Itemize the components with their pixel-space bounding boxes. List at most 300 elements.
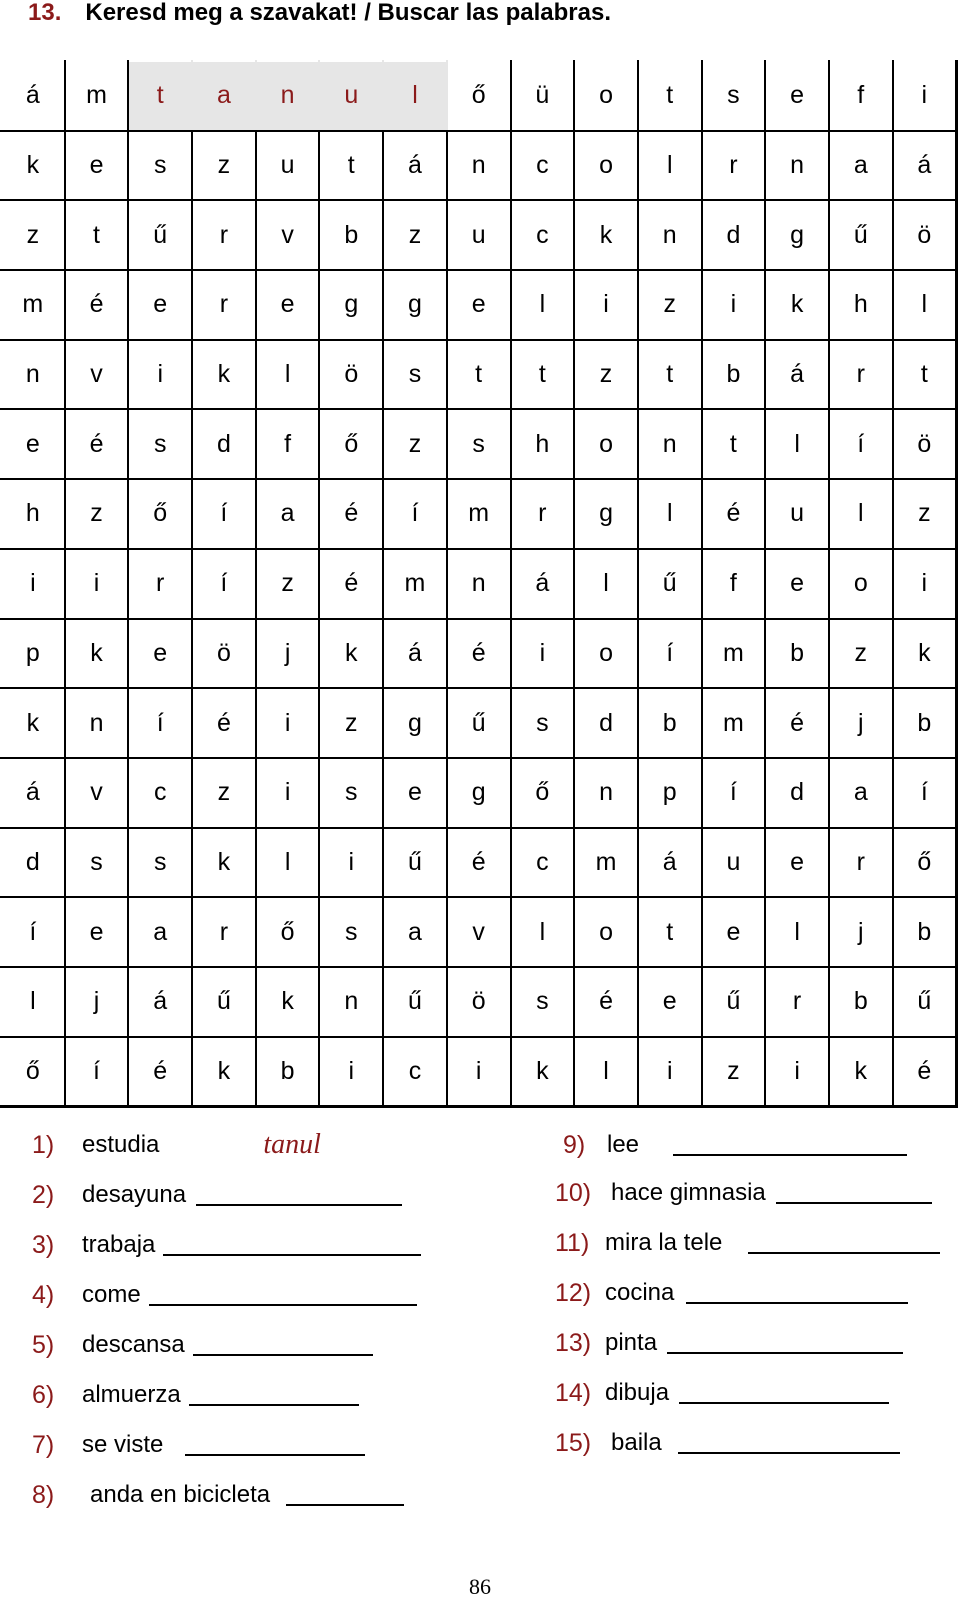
grid-cell[interactable]: ű xyxy=(829,200,893,270)
grid-cell[interactable]: e xyxy=(383,758,447,828)
grid-cell[interactable]: é xyxy=(702,479,766,549)
grid-cell[interactable]: z xyxy=(1,200,65,270)
grid-cell[interactable]: e xyxy=(256,270,320,340)
grid-cell[interactable]: k xyxy=(829,1037,893,1107)
grid-cell[interactable]: l xyxy=(765,897,829,967)
grid-row xyxy=(1,200,957,270)
grid-cell[interactable]: b xyxy=(893,897,957,967)
item-word: lee xyxy=(607,1131,640,1158)
grid-cell[interactable]: é xyxy=(319,549,383,619)
grid-row xyxy=(1,1037,957,1107)
grid-cell[interactable]: a xyxy=(829,131,893,201)
answer-blank[interactable] xyxy=(748,1230,940,1254)
grid-cell[interactable]: b xyxy=(702,340,766,410)
grid-cell[interactable]: k xyxy=(192,828,256,898)
grid-cell[interactable]: u xyxy=(447,200,511,270)
grid-cell[interactable]: i xyxy=(511,619,575,689)
grid-cell[interactable]: j xyxy=(829,688,893,758)
grid-cell[interactable]: d xyxy=(192,409,256,479)
grid-cell[interactable]: n xyxy=(638,409,702,479)
grid-cell[interactable]: é xyxy=(893,1037,957,1107)
grid-cell[interactable]: m xyxy=(383,549,447,619)
grid-cell[interactable]: t xyxy=(702,409,766,479)
grid-cell[interactable]: g xyxy=(319,270,383,340)
item-9 xyxy=(563,1124,907,1160)
grid-cell[interactable]: z xyxy=(638,270,702,340)
grid-cell[interactable]: z xyxy=(574,340,638,410)
grid-cell[interactable]: ö xyxy=(319,340,383,410)
grid-cell[interactable]: s xyxy=(383,340,447,410)
grid-cell[interactable]: k xyxy=(65,619,129,689)
grid-cell[interactable]: á xyxy=(383,619,447,689)
grid-cell[interactable]: t xyxy=(511,340,575,410)
item-number: 8) xyxy=(32,1481,55,1509)
grid-cell[interactable]: k xyxy=(574,200,638,270)
grid-cell[interactable]: m xyxy=(447,479,511,549)
grid-cell[interactable]: z xyxy=(383,409,447,479)
item-number: 1) xyxy=(32,1131,55,1159)
grid-cell[interactable]: í xyxy=(192,479,256,549)
grid-cell[interactable]: ő xyxy=(893,828,957,898)
grid-cell[interactable]: ö xyxy=(893,200,957,270)
grid-cell[interactable]: o xyxy=(574,897,638,967)
grid-cell[interactable]: ű xyxy=(702,967,766,1037)
grid-cell[interactable]: ű xyxy=(383,967,447,1037)
item-word: baila xyxy=(611,1429,662,1456)
grid-cell[interactable]: l xyxy=(574,1037,638,1107)
item-number: 10) xyxy=(555,1179,592,1207)
grid-cell[interactable]: k xyxy=(765,270,829,340)
grid-cell[interactable]: l xyxy=(638,479,702,549)
grid-cell[interactable]: i xyxy=(256,688,320,758)
grid-cell[interactable]: a xyxy=(128,897,192,967)
grid-cell[interactable]: z xyxy=(829,619,893,689)
grid-cell[interactable]: o xyxy=(574,409,638,479)
grid-cell[interactable]: ő xyxy=(319,409,383,479)
item-15 xyxy=(555,1422,900,1458)
grid-cell[interactable]: i xyxy=(765,1037,829,1107)
grid-cell[interactable]: t xyxy=(638,897,702,967)
grid-cell[interactable]: s xyxy=(128,409,192,479)
grid-cell[interactable]: i xyxy=(319,828,383,898)
grid-cell[interactable]: a xyxy=(383,897,447,967)
grid-cell[interactable]: o xyxy=(574,619,638,689)
grid-cell[interactable]: f xyxy=(829,61,893,131)
grid-cell[interactable]: d xyxy=(765,758,829,828)
grid-cell[interactable]: i xyxy=(128,340,192,410)
grid-cell[interactable]: í xyxy=(192,549,256,619)
grid-cell[interactable]: k xyxy=(893,619,957,689)
grid-cell-highlighted[interactable]: t xyxy=(128,61,192,131)
grid-cell[interactable]: p xyxy=(1,619,65,689)
item-number: 4) xyxy=(32,1281,55,1309)
grid-cell[interactable]: ő xyxy=(256,897,320,967)
grid-cell-highlighted[interactable]: a xyxy=(192,61,256,131)
grid-cell[interactable]: ű xyxy=(893,967,957,1037)
grid-row xyxy=(1,619,957,689)
grid-cell[interactable]: v xyxy=(65,340,129,410)
answer-blank[interactable] xyxy=(673,1132,907,1156)
grid-cell[interactable]: á xyxy=(638,828,702,898)
grid-cell[interactable]: b xyxy=(319,200,383,270)
grid-cell[interactable]: t xyxy=(319,131,383,201)
grid-cell[interactable]: z xyxy=(192,758,256,828)
grid-cell[interactable]: n xyxy=(574,758,638,828)
grid-cell[interactable]: k xyxy=(1,131,65,201)
grid-cell[interactable]: i xyxy=(65,549,129,619)
grid-cell[interactable]: h xyxy=(829,270,893,340)
answer-blank[interactable] xyxy=(686,1280,908,1304)
grid-cell[interactable]: á xyxy=(511,549,575,619)
grid-cell[interactable]: u xyxy=(702,828,766,898)
grid-cell[interactable]: i xyxy=(447,1037,511,1107)
item-12 xyxy=(555,1272,908,1308)
item-word: pinta xyxy=(605,1329,658,1356)
grid-cell[interactable]: é xyxy=(65,409,129,479)
grid-cell[interactable]: k xyxy=(192,1037,256,1107)
grid-cell[interactable]: i xyxy=(893,61,957,131)
grid-cell[interactable]: í xyxy=(829,409,893,479)
grid-row xyxy=(1,61,957,131)
grid-cell[interactable]: m xyxy=(702,619,766,689)
grid-cell[interactable]: r xyxy=(192,270,256,340)
answer-blank[interactable] xyxy=(679,1380,889,1404)
grid-cell[interactable]: z xyxy=(256,549,320,619)
grid-cell[interactable]: c xyxy=(383,1037,447,1107)
grid-cell[interactable]: r xyxy=(765,967,829,1037)
grid-cell[interactable]: c xyxy=(511,828,575,898)
grid-cell[interactable]: s xyxy=(319,897,383,967)
grid-cell[interactable]: r xyxy=(192,200,256,270)
grid-cell[interactable]: k xyxy=(256,967,320,1037)
grid-cell[interactable]: l xyxy=(511,270,575,340)
item-10 xyxy=(555,1172,932,1208)
grid-cell[interactable]: h xyxy=(511,409,575,479)
grid-cell[interactable]: v xyxy=(65,758,129,828)
item-3 xyxy=(32,1224,421,1260)
grid-cell[interactable]: j xyxy=(65,967,129,1037)
grid-cell-highlighted[interactable]: u xyxy=(319,61,383,131)
exercise-heading xyxy=(28,0,611,30)
grid-cell[interactable]: g xyxy=(574,479,638,549)
grid-cell[interactable]: é xyxy=(65,270,129,340)
grid-cell[interactable]: s xyxy=(65,828,129,898)
grid-cell[interactable]: é xyxy=(447,828,511,898)
grid-cell[interactable]: i xyxy=(1,549,65,619)
grid-row xyxy=(1,828,957,898)
exercise-number: 13. xyxy=(28,0,62,26)
exercise-title: Keresd meg a szavakat! / Buscar las palabras. xyxy=(85,0,611,26)
item-5 xyxy=(32,1324,373,1360)
grid-cell[interactable]: o xyxy=(574,61,638,131)
item-4 xyxy=(32,1274,417,1310)
grid-cell[interactable]: z xyxy=(383,200,447,270)
item-word: descansa xyxy=(82,1331,185,1358)
grid-cell[interactable]: k xyxy=(192,340,256,410)
grid-cell[interactable]: v xyxy=(256,200,320,270)
grid-cell[interactable]: r xyxy=(702,131,766,201)
grid-cell[interactable]: g xyxy=(383,688,447,758)
grid-cell[interactable]: e xyxy=(765,61,829,131)
grid-cell[interactable]: b xyxy=(638,688,702,758)
item-word: hace gimnasia xyxy=(611,1179,766,1206)
grid-cell[interactable]: s xyxy=(447,409,511,479)
grid-cell[interactable]: s xyxy=(128,131,192,201)
grid-cell[interactable]: z xyxy=(65,479,129,549)
grid-cell[interactable]: ű xyxy=(128,200,192,270)
grid-cell[interactable]: k xyxy=(1,688,65,758)
item-word: almuerza xyxy=(82,1381,181,1408)
grid-cell[interactable]: é xyxy=(765,688,829,758)
grid-cell[interactable]: n xyxy=(65,688,129,758)
answer-blank[interactable] xyxy=(196,1182,402,1206)
grid-cell[interactable]: á xyxy=(1,758,65,828)
grid-cell[interactable]: o xyxy=(574,131,638,201)
grid-cell[interactable]: á xyxy=(1,61,65,131)
answer-blank[interactable] xyxy=(667,1330,903,1354)
grid-cell[interactable]: r xyxy=(829,340,893,410)
grid-cell[interactable]: n xyxy=(319,967,383,1037)
answer-blank[interactable] xyxy=(189,1382,359,1406)
grid-cell[interactable]: c xyxy=(511,131,575,201)
grid-cell[interactable]: é xyxy=(128,1037,192,1107)
grid-cell[interactable]: á xyxy=(128,967,192,1037)
grid-cell[interactable]: z xyxy=(319,688,383,758)
grid-cell[interactable]: e xyxy=(702,897,766,967)
word-search-grid xyxy=(0,60,958,1108)
item-2 xyxy=(32,1174,402,1210)
item-answer[interactable]: tanul xyxy=(263,1129,321,1160)
item-number: 12) xyxy=(555,1279,592,1307)
grid-cell[interactable]: e xyxy=(65,897,129,967)
grid-cell[interactable]: ö xyxy=(893,409,957,479)
grid-cell[interactable]: n xyxy=(447,131,511,201)
grid-cell[interactable]: i xyxy=(319,1037,383,1107)
grid-cell[interactable]: k xyxy=(319,619,383,689)
grid-row xyxy=(1,479,957,549)
grid-cell[interactable]: í xyxy=(893,758,957,828)
grid-cell[interactable]: ö xyxy=(447,967,511,1037)
grid-cell[interactable]: k xyxy=(511,1037,575,1107)
grid-cell[interactable]: l xyxy=(1,967,65,1037)
grid-cell[interactable]: g xyxy=(383,270,447,340)
answer-blank[interactable] xyxy=(163,1232,421,1256)
grid-cell[interactable]: r xyxy=(511,479,575,549)
grid-cell[interactable]: u xyxy=(765,479,829,549)
grid-cell[interactable]: í xyxy=(65,1037,129,1107)
grid-cell[interactable]: i xyxy=(893,549,957,619)
grid-cell[interactable]: ö xyxy=(192,619,256,689)
grid-cell[interactable]: n xyxy=(638,200,702,270)
grid-cell[interactable]: r xyxy=(128,549,192,619)
grid-cell[interactable]: t xyxy=(638,61,702,131)
grid-cell[interactable]: a xyxy=(829,758,893,828)
item-8 xyxy=(32,1474,404,1510)
item-word: dibuja xyxy=(605,1379,670,1406)
grid-cell[interactable]: í xyxy=(128,688,192,758)
answer-blank[interactable] xyxy=(185,1432,365,1456)
item-word: desayuna xyxy=(82,1181,187,1208)
grid-cell[interactable]: p xyxy=(638,758,702,828)
grid-cell[interactable]: í xyxy=(702,758,766,828)
grid-cell[interactable]: m xyxy=(65,61,129,131)
grid-cell[interactable]: s xyxy=(702,61,766,131)
grid-cell[interactable]: ő xyxy=(1,1037,65,1107)
grid-cell[interactable]: e xyxy=(128,270,192,340)
grid-cell-highlighted[interactable]: l xyxy=(383,61,447,131)
grid-cell[interactable]: c xyxy=(128,758,192,828)
grid-cell[interactable]: e xyxy=(1,409,65,479)
grid-cell[interactable]: e xyxy=(638,967,702,1037)
item-number: 2) xyxy=(32,1181,55,1209)
grid-cell[interactable]: e xyxy=(128,619,192,689)
item-6 xyxy=(32,1374,359,1410)
grid-cell[interactable]: z xyxy=(893,479,957,549)
grid-cell[interactable]: ű xyxy=(383,828,447,898)
grid-row xyxy=(1,409,957,479)
grid-cell[interactable]: ő xyxy=(511,758,575,828)
grid-cell[interactable]: i xyxy=(702,270,766,340)
grid-cell[interactable]: d xyxy=(702,200,766,270)
grid-cell[interactable]: b xyxy=(893,688,957,758)
grid-row xyxy=(1,967,957,1037)
grid-cell[interactable]: f xyxy=(702,549,766,619)
answer-blank[interactable] xyxy=(776,1180,932,1204)
grid-cell[interactable]: e xyxy=(65,131,129,201)
grid-cell[interactable]: v xyxy=(447,897,511,967)
grid-cell[interactable]: ő xyxy=(447,61,511,131)
item-number: 9) xyxy=(563,1131,586,1159)
grid-cell[interactable]: s xyxy=(511,688,575,758)
item-word: se viste xyxy=(82,1431,164,1458)
grid-cell[interactable]: s xyxy=(511,967,575,1037)
item-word: trabaja xyxy=(82,1231,156,1258)
grid-cell[interactable]: e xyxy=(447,270,511,340)
grid-cell[interactable]: l xyxy=(511,897,575,967)
grid-cell[interactable]: e xyxy=(765,828,829,898)
grid-cell[interactable]: l xyxy=(893,270,957,340)
item-number: 5) xyxy=(32,1331,55,1359)
item-14 xyxy=(555,1372,889,1408)
grid-cell[interactable]: n xyxy=(1,340,65,410)
grid-cell[interactable]: l xyxy=(574,549,638,619)
grid-cell[interactable]: l xyxy=(765,409,829,479)
grid-cell[interactable]: g xyxy=(765,200,829,270)
grid-cell[interactable]: a xyxy=(256,479,320,549)
grid-cell[interactable]: j xyxy=(256,619,320,689)
answer-blank[interactable] xyxy=(678,1430,900,1454)
answer-blank[interactable] xyxy=(193,1332,373,1356)
grid-cell[interactable]: f xyxy=(256,409,320,479)
grid-cell[interactable]: é xyxy=(574,967,638,1037)
grid-cell[interactable]: t xyxy=(447,340,511,410)
grid-cell[interactable]: á xyxy=(893,131,957,201)
grid-cell[interactable]: ő xyxy=(128,479,192,549)
grid-cell[interactable]: j xyxy=(829,897,893,967)
page-number: 86 xyxy=(469,1574,491,1599)
item-word: mira la tele xyxy=(605,1229,723,1256)
grid-cell[interactable]: í xyxy=(638,619,702,689)
grid-cell[interactable]: á xyxy=(765,340,829,410)
grid-cell[interactable]: ű xyxy=(192,967,256,1037)
grid-cell[interactable]: r xyxy=(829,828,893,898)
grid-cell[interactable]: s xyxy=(319,758,383,828)
grid-cell[interactable]: l xyxy=(638,131,702,201)
grid-cell[interactable]: b xyxy=(256,1037,320,1107)
grid-cell-highlighted[interactable]: n xyxy=(256,61,320,131)
grid-cell[interactable]: l xyxy=(829,479,893,549)
item-7 xyxy=(32,1424,365,1460)
item-word: estudia xyxy=(82,1131,160,1158)
item-word: anda en bicicleta xyxy=(90,1481,271,1508)
item-11 xyxy=(555,1222,940,1258)
grid-row xyxy=(1,688,957,758)
item-word: cocina xyxy=(605,1279,675,1306)
grid-cell[interactable]: z xyxy=(192,131,256,201)
grid-cell[interactable]: c xyxy=(511,200,575,270)
grid-cell[interactable]: o xyxy=(829,549,893,619)
grid-row xyxy=(1,549,957,619)
grid-cell[interactable]: ü xyxy=(511,61,575,131)
item-word: come xyxy=(82,1281,141,1308)
item-number: 13) xyxy=(555,1329,592,1357)
grid-cell[interactable]: b xyxy=(829,967,893,1037)
grid-cell[interactable]: g xyxy=(447,758,511,828)
grid-cell[interactable]: e xyxy=(765,549,829,619)
grid-cell[interactable]: b xyxy=(765,619,829,689)
grid-cell[interactable]: m xyxy=(1,270,65,340)
grid-cell[interactable]: t xyxy=(65,200,129,270)
grid-cell[interactable]: é xyxy=(319,479,383,549)
grid-cell[interactable]: á xyxy=(383,131,447,201)
grid-cell[interactable]: r xyxy=(192,897,256,967)
grid-cell[interactable]: é xyxy=(447,619,511,689)
grid-row xyxy=(1,758,957,828)
grid-cell[interactable]: u xyxy=(256,131,320,201)
grid-cell[interactable]: ű xyxy=(638,549,702,619)
grid-cell[interactable]: é xyxy=(192,688,256,758)
grid-cell[interactable]: í xyxy=(1,897,65,967)
grid-cell[interactable]: l xyxy=(256,828,320,898)
item-number: 15) xyxy=(555,1429,592,1457)
grid-cell[interactable]: m xyxy=(702,688,766,758)
grid-cell[interactable]: ű xyxy=(447,688,511,758)
grid-cell[interactable]: d xyxy=(1,828,65,898)
item-number: 3) xyxy=(32,1231,55,1259)
grid-cell[interactable]: z xyxy=(702,1037,766,1107)
grid-cell[interactable]: í xyxy=(383,479,447,549)
grid-cell[interactable]: m xyxy=(574,828,638,898)
grid-cell[interactable]: i xyxy=(638,1037,702,1107)
grid-cell[interactable]: n xyxy=(765,131,829,201)
item-13 xyxy=(555,1322,903,1358)
grid-row xyxy=(1,131,957,201)
grid-cell[interactable]: l xyxy=(256,340,320,410)
grid-cell[interactable]: n xyxy=(447,549,511,619)
grid-cell[interactable]: s xyxy=(128,828,192,898)
item-number: 14) xyxy=(555,1379,592,1407)
grid-cell[interactable]: h xyxy=(1,479,65,549)
grid-cell[interactable]: i xyxy=(574,270,638,340)
grid-row xyxy=(1,897,957,967)
answer-blank[interactable] xyxy=(149,1282,417,1306)
grid-cell[interactable]: i xyxy=(256,758,320,828)
answer-blank[interactable] xyxy=(286,1482,404,1506)
grid-cell[interactable]: d xyxy=(574,688,638,758)
item-number: 7) xyxy=(32,1431,55,1459)
grid-cell[interactable]: t xyxy=(893,340,957,410)
grid-cell[interactable]: t xyxy=(638,340,702,410)
